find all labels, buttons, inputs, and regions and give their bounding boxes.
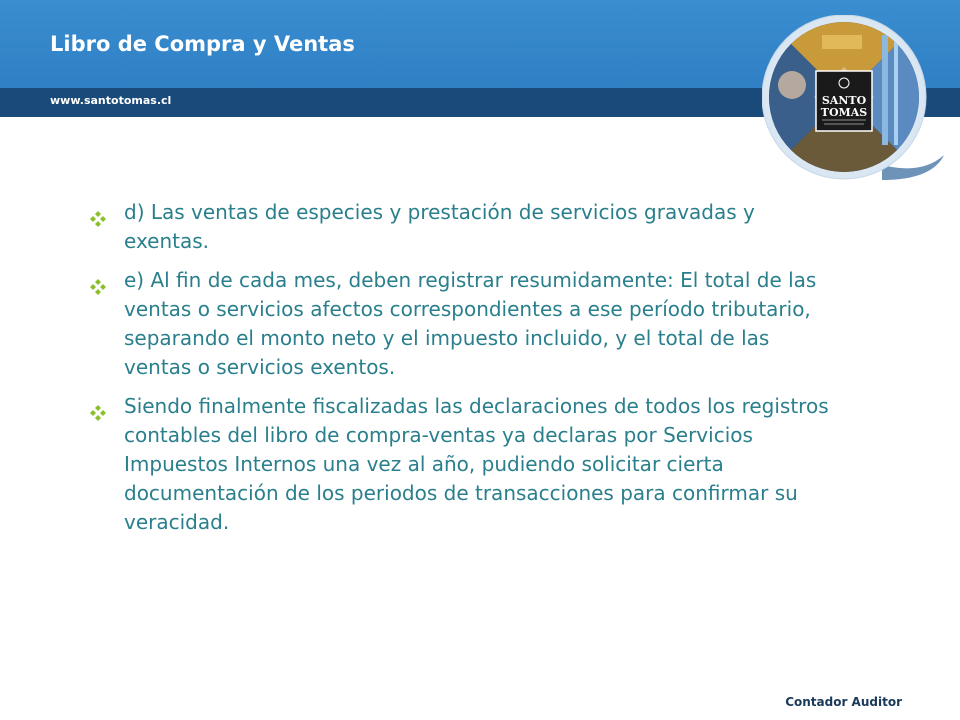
footer-label: Contador Auditor xyxy=(785,695,902,709)
diamond-bullet-icon xyxy=(90,206,106,222)
bullet-item xyxy=(90,266,840,382)
bullet-item xyxy=(90,392,840,537)
logo-text-tomas: TOMAS xyxy=(820,106,868,119)
santo-tomas-logo-icon xyxy=(762,15,952,185)
bullet-list xyxy=(90,198,840,547)
bullet-item xyxy=(90,198,840,256)
diamond-bullet-icon xyxy=(90,400,106,416)
slide-title: Libro de Compra y Ventas xyxy=(50,32,355,56)
bullet-text: d) Las ventas de especies y prestación de servicios gravadas y exentas. xyxy=(124,200,755,253)
diamond-bullet-icon xyxy=(90,274,106,290)
bullet-text: e) Al fin de cada mes, deben registrar resumidamente: El total de las ventas o servicios afectos correspondientes a ese período tributario, separando el monto neto y el impuesto incluido, y el total de las ventas o servicios exentos. xyxy=(124,268,817,379)
logo-text-santo: SANTO xyxy=(821,94,867,107)
site-url: www.santotomas.cl xyxy=(50,94,172,107)
bullet-text: Siendo finalmente fiscalizadas las declaraciones de todos los registros contables del libro de compra-ventas ya declaras por Servicios Impuestos Internos una vez al año, pudiendo solicitar cierta documentación de los periodos de transacciones para confirmar su veracidad. xyxy=(124,394,829,534)
